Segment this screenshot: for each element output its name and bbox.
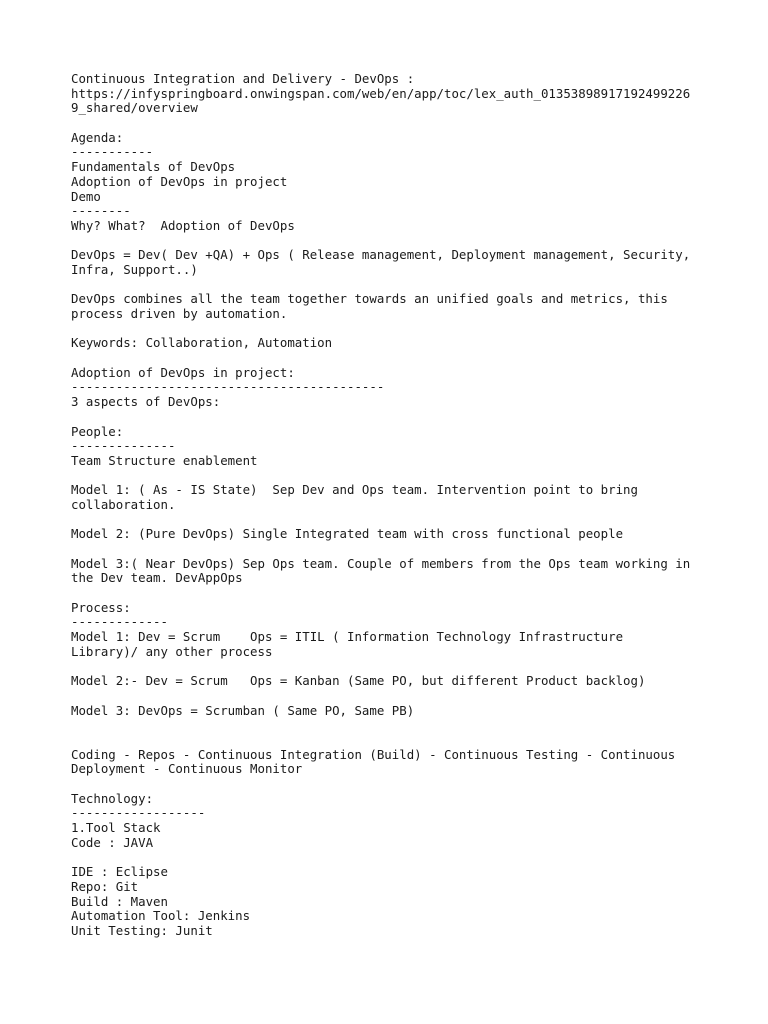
text-line: -------- xyxy=(71,203,131,219)
text-line: People: xyxy=(71,423,124,439)
text-line: Build : Maven xyxy=(71,893,168,909)
text-line: collaboration. xyxy=(71,496,176,512)
text-line: Adoption of DevOps in project: xyxy=(71,364,295,380)
text-line: DevOps = Dev( Dev +QA) + Ops ( Release management, Deployment management, Security, xyxy=(71,247,691,263)
text-line: Model 3:( Near DevOps) Sep Ops team. Couple of members from the Ops team working in xyxy=(71,555,691,571)
text-line: ------------------------------------------ xyxy=(71,379,385,395)
document-body xyxy=(71,72,711,939)
text-line: 1.Tool Stack xyxy=(71,820,161,836)
text-line: DevOps combines all the team together towards an unified goals and metrics, this xyxy=(71,291,668,307)
text-line: Model 1: ( As - IS State) Sep Dev and Ops team. Intervention point to bring xyxy=(71,482,638,498)
text-line-link[interactable]: https://infyspringboard.onwingspan.com/web/en/app/toc/lex_auth_01353898917192499226 xyxy=(71,85,691,101)
text-line: Adoption of DevOps in project xyxy=(71,173,288,189)
blank-line xyxy=(71,322,711,337)
blank-line xyxy=(71,469,711,484)
blank-line xyxy=(71,234,711,249)
text-line: Coding - Repos - Continuous Integration (Build) - Continuous Testing - Continuous xyxy=(71,746,676,762)
blank-line xyxy=(71,351,711,366)
text-line: ------------- xyxy=(71,614,168,630)
text-line: the Dev team. DevAppOps xyxy=(71,570,243,586)
text-line: Why? What? Adoption of DevOps xyxy=(71,217,295,233)
blank-line xyxy=(71,660,711,675)
blank-line xyxy=(71,116,711,131)
text-line: Process: xyxy=(71,599,131,615)
text-line: process driven by automation. xyxy=(71,306,288,321)
text-line: Model 1: Dev = Scrum Ops = ITIL ( Information Technology Infrastructure xyxy=(71,629,624,645)
text-line: -------------- xyxy=(71,438,176,454)
text-line: Demo xyxy=(71,188,101,204)
blank-line xyxy=(71,410,711,425)
text-line: Code : JAVA xyxy=(71,834,154,850)
blank-line xyxy=(71,733,711,748)
text-line: Team Structure enablement xyxy=(71,452,258,468)
text-line: ------------------ xyxy=(71,805,206,821)
text-line: Infra, Support..) xyxy=(71,261,198,277)
text-line: Technology: xyxy=(71,790,154,806)
text-line: IDE : Eclipse xyxy=(71,864,168,880)
text-line: Keywords: Collaboration, Automation xyxy=(71,335,333,351)
text-line: Model 2:- Dev = Scrum Ops = Kanban (Same PO, but different Product backlog) xyxy=(71,673,646,689)
text-line: Automation Tool: Jenkins xyxy=(71,908,251,924)
text-line: Repo: Git xyxy=(71,878,139,894)
blank-line xyxy=(71,718,711,733)
text-line: Continuous Integration and Delivery - DevOps : xyxy=(71,71,415,86)
blank-line xyxy=(71,513,711,528)
blank-line xyxy=(71,586,711,601)
text-line: Library)/ any other process xyxy=(71,643,273,659)
text-line: Deployment - Continuous Monitor xyxy=(71,761,303,777)
text-line: Fundamentals of DevOps xyxy=(71,159,236,175)
text-line: Model 3: DevOps = Scrumban ( Same PO, Same PB) xyxy=(71,702,415,718)
text-line: Model 2: (Pure DevOps) Single Integrated team with cross functional people xyxy=(71,526,624,542)
text-line: 3 aspects of DevOps: xyxy=(71,394,221,410)
blank-line xyxy=(71,850,711,865)
text-line: ----------- xyxy=(71,144,154,160)
text-line-link[interactable]: 9_shared/overview xyxy=(71,100,198,116)
blank-line xyxy=(71,777,711,792)
text-line: Agenda: xyxy=(71,129,124,145)
blank-line xyxy=(71,278,711,293)
blank-line xyxy=(71,689,711,704)
text-line: Unit Testing: Junit xyxy=(71,922,213,938)
blank-line xyxy=(71,542,711,557)
